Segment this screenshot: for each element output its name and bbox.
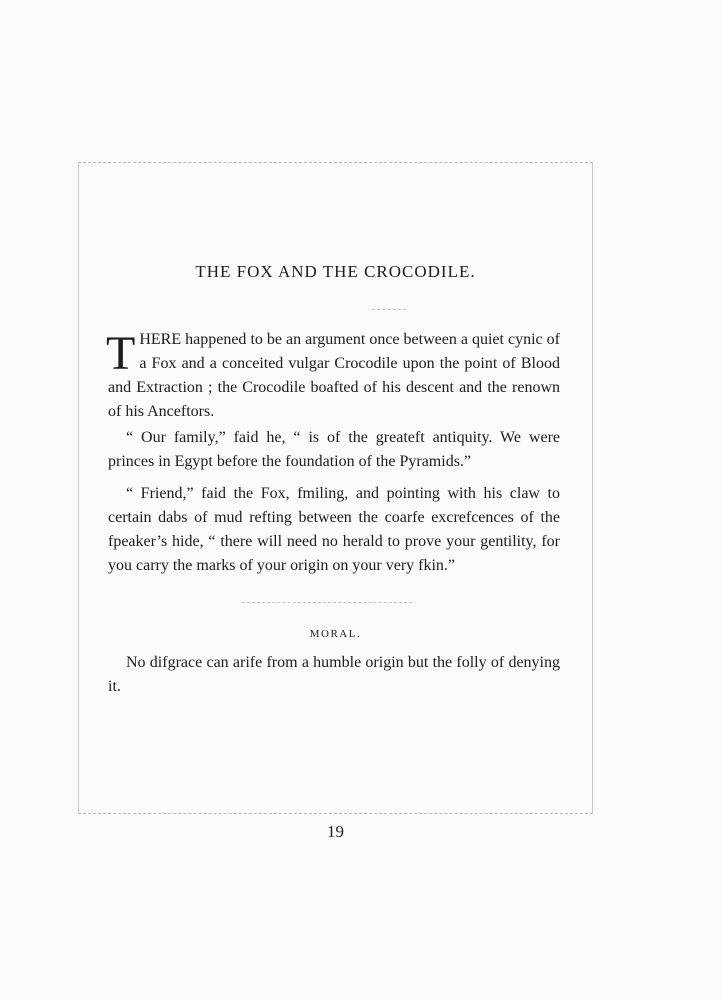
moral-divider [242, 602, 412, 603]
title-divider [372, 309, 406, 310]
page-number: 19 [327, 822, 344, 841]
story-paragraph-3: “ Friend,” faid the Fox, fmiling, and pointing with his claw to certain dabs of mud refting between the coarfe excrefcences of the fpeaker’s hide, “ there will need no herald to prove your gentility, for you carry the marks of your origin on your very fkin.” [108, 485, 560, 574]
story-paragraph-1 [108, 328, 560, 424]
moral-heading: MORAL. [309, 628, 362, 640]
moral-text: No difgrace can arife from a humble origin but the folly of denying it. [108, 654, 560, 695]
story-paragraph-2: “ Our family,” faid he, “ is of the greateft antiquity. We were princes in Egypt before the foundation of the Pyramids.” [108, 429, 560, 470]
story-paragraph-1-text: HERE happened to be an argument once between a quiet cynic of a Fox and a conceited vulgar Crocodile upon the point of Blood and Extraction ; the Crocodile boafted of his descent and the renown of his Anceftors. [108, 331, 560, 420]
fable-title: THE FOX AND THE CROCODILE. [195, 262, 476, 281]
drop-cap: T [106, 327, 136, 380]
